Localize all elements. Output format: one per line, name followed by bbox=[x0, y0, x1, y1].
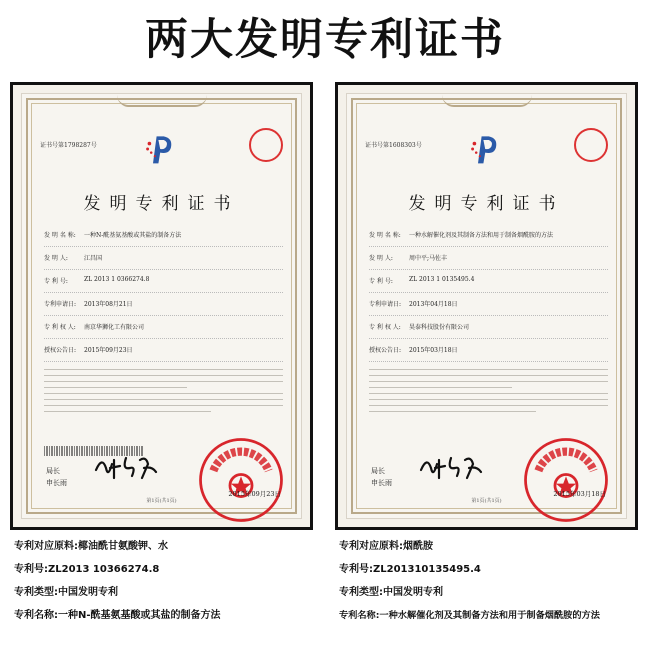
field-patentee: 专 利 权 人: 南京华狮化工有限公司 bbox=[44, 316, 283, 339]
caption-patent-name: 专利名称:一种N-酰基氨基酸或其盐的制备方法 bbox=[14, 610, 221, 621]
ornament-icon bbox=[117, 95, 207, 107]
caption-left bbox=[14, 535, 334, 627]
field-inventor: 发 明 人: 周中平;马佐丰 bbox=[369, 247, 608, 270]
field-patent-number: 专 利 号: ZL 2013 1 0366274.8 bbox=[44, 270, 283, 293]
certificate-number: 证书号第1608303号 bbox=[365, 142, 422, 149]
stamp-icon bbox=[574, 128, 608, 162]
patent-office-logo-icon bbox=[144, 132, 180, 166]
caption-patent-number: 专利号:ZL201310135495.4 bbox=[339, 564, 481, 575]
signer-name: 申长雨 bbox=[46, 479, 67, 487]
caption-material: 专利对应原料:椰油酰甘氨酸钾、水 bbox=[14, 541, 168, 552]
certificate-title: 发明专利证书 bbox=[83, 194, 240, 214]
certificate-title: 发明专利证书 bbox=[408, 194, 565, 214]
caption-patent-name: 专利名称:一种水解催化剂及其制备方法和用于制备烟酰胺的方法 bbox=[339, 610, 600, 621]
caption-patent-type: 专利类型:中国发明专利 bbox=[14, 587, 118, 598]
field-application-date: 专利申请日: 2013年04月18日 bbox=[369, 293, 608, 316]
signer-name: 申长雨 bbox=[371, 479, 392, 487]
field-patent-number: 专 利 号: ZL 2013 1 0135495.4 bbox=[369, 270, 608, 293]
signature-icon bbox=[417, 450, 487, 484]
signer-title: 局长 bbox=[371, 467, 385, 475]
field-application-date: 专利申请日: 2013年08月21日 bbox=[44, 293, 283, 316]
field-grant-date: 授权公告日: 2015年09月23日 bbox=[44, 339, 283, 362]
certificate-fields bbox=[369, 224, 608, 362]
field-invention-name: 发 明 名 称: 一种N-酰基氨基酸或其盐的制备方法 bbox=[44, 224, 283, 247]
certificate-right bbox=[346, 93, 627, 519]
field-invention-name: 发 明 名 称: 一种水解催化剂及其制备方法和用于制备烟酰胺的方法 bbox=[369, 224, 608, 247]
page-footer: 第1页(共1页) bbox=[471, 498, 502, 504]
certificate-left bbox=[21, 93, 302, 519]
official-seal-icon bbox=[195, 434, 287, 526]
ornament-icon bbox=[442, 95, 532, 107]
signer-title: 局长 bbox=[46, 467, 60, 475]
field-inventor: 发 明 人: 江昌国 bbox=[44, 247, 283, 270]
legal-text-block bbox=[369, 364, 608, 444]
patent-office-logo-icon bbox=[469, 132, 505, 166]
page-footer: 第1页(共1页) bbox=[146, 498, 177, 504]
stamp-icon bbox=[249, 128, 283, 162]
certificate-frame-right bbox=[335, 82, 638, 530]
caption-patent-number: 专利号:ZL2013 10366274.8 bbox=[14, 564, 160, 575]
certificate-frame-left bbox=[10, 82, 313, 530]
certificate-fields bbox=[44, 224, 283, 362]
field-patentee: 专 利 权 人: 昊泰科技股份有限公司 bbox=[369, 316, 608, 339]
field-grant-date: 授权公告日: 2015年03月18日 bbox=[369, 339, 608, 362]
caption-patent-type: 专利类型:中国发明专利 bbox=[339, 587, 443, 598]
official-seal-icon bbox=[520, 434, 612, 526]
seal-date: 2015年09月23日 bbox=[228, 490, 281, 498]
caption-right bbox=[339, 535, 650, 627]
seal-date: 2015年03月18日 bbox=[553, 490, 606, 498]
legal-text-block bbox=[44, 364, 283, 444]
page-banner-title: 两大发明专利证书 bbox=[145, 15, 505, 65]
signature-icon bbox=[92, 450, 162, 484]
certificate-number: 证书号第1798287号 bbox=[40, 142, 97, 149]
caption-material: 专利对应原料:烟酰胺 bbox=[339, 541, 433, 552]
